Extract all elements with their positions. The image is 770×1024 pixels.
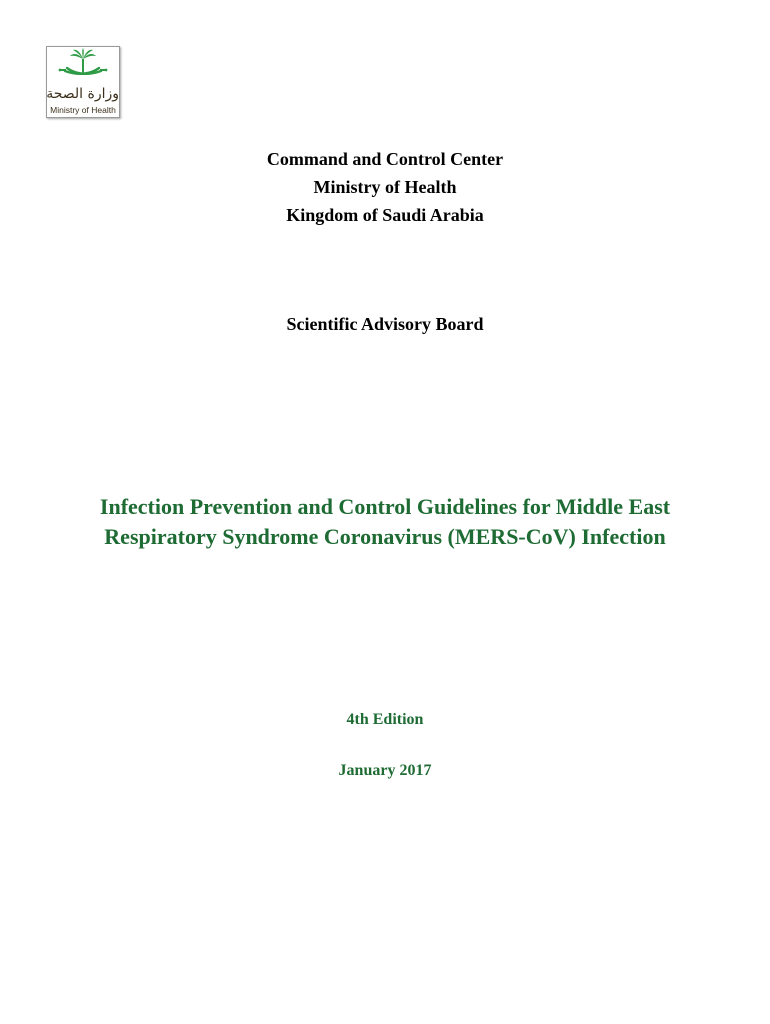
palm-and-swords-emblem-icon xyxy=(47,47,119,87)
header-line-kingdom: Kingdom of Saudi Arabia xyxy=(286,205,484,225)
edition-label: 4th Edition xyxy=(346,711,424,728)
publication-date: January 2017 xyxy=(338,762,432,779)
logo-english-text: Ministry of Health xyxy=(50,105,116,115)
logo-arabic-text: وزارة الصحة xyxy=(46,86,119,102)
ministry-logo xyxy=(46,46,120,118)
document-title-line-2: Respiratory Syndrome Coronavirus (MERS-CoV) Infection xyxy=(104,524,666,549)
advisory-board-heading: Scientific Advisory Board xyxy=(286,314,484,334)
header-line-command-center: Command and Control Center xyxy=(266,149,504,169)
header-line-ministry: Ministry of Health xyxy=(313,177,457,197)
document-title-line-1: Infection Prevention and Control Guidelines for Middle East xyxy=(99,494,671,519)
